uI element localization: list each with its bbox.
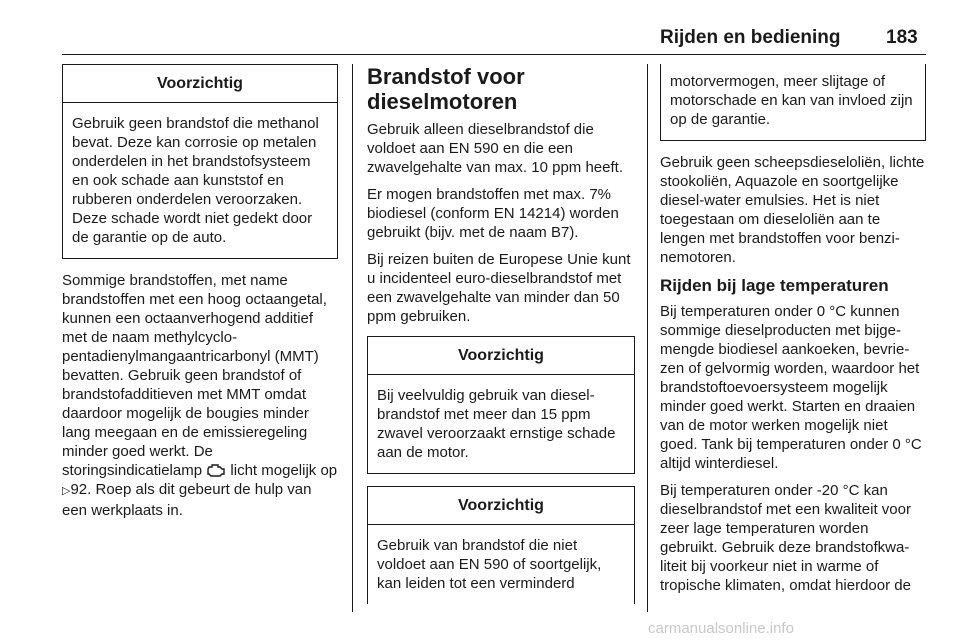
page-reference-icon: ▷ <box>62 485 71 497</box>
column-divider-1 <box>352 64 353 612</box>
diesel-paragraph-2: Er mogen brandstoffen met max. 7% biodiesel (conform EN 14214) worden gebruikt (bijv. met de naam B7). <box>367 186 619 241</box>
column-3 <box>660 64 926 603</box>
low-temp-paragraph-1: Bij temperaturen onder 0 °C kunnen sommige dieselproducten met bijgemengde biodiesel aankoeken, bevriezen of gelvormig worden, waardoor het brandstoftoevoersysteem mogelijk minder goed werkt. Starten en draaien van de motor werken mogelijk niet goed. Tank bij temperaturen onder 0 °C altijd winterdiesel. <box>660 303 922 472</box>
mmt-paragraph <box>62 271 338 520</box>
caution-box-continued <box>660 64 926 141</box>
caution-box-en590 <box>367 486 635 604</box>
page-number: 183 <box>886 27 918 48</box>
diesel-paragraph-3: Bij reizen buiten de Europese Unie kunt u incidenteel euro-dieselbrandstof met een zwavelgehalte van minder dan 50 ppm gebruiken. <box>367 251 631 325</box>
mmt-text-part1: Sommige brandstoffen, met name brandstoffen met een hoog octaangetal, kunnen een octaanverhogend additief met de naam methylcyclopentadienylmangaantricarbonyl (MMT) bevatten. Gebruik geen brandstof of brandstofadditieven met MMT omdat daardoor mogelijk de bougies minder lang meegaan en de emissieregeling minder goed werkt. De storingsindicatielamp <box>62 272 327 479</box>
column-1 <box>62 64 338 528</box>
caution-title: Voorzichtig <box>368 487 634 525</box>
section-title: Brandstof voor dieselmotoren <box>367 64 525 114</box>
low-temp-paragraph-2: Bij temperaturen onder -20 °C kan dieselbrandstof met een kwaliteit voor zeer lage temperaturen worden gebruikt. Gebruik deze brandstofkwaliteit bij voorkeur niet in warme of tropische klimaten, omdat hierdoor de <box>660 482 911 594</box>
caution-box-sulphur <box>367 336 635 474</box>
caution-box-methanol <box>62 64 338 259</box>
caution-text: Gebruik geen brandstof die methanol bevat. Deze kan corrosie op metalen onderdelen in het brandstofsysteem en ook schade aan kunststof en rubberen onderdelen veroorzaken. Deze schade wordt niet gedekt door de garantie op de auto. <box>72 115 319 246</box>
caution-title: Voorzichtig <box>63 65 337 103</box>
caution-title: Voorzichtig <box>368 337 634 375</box>
watermark: carmanualsonline.info <box>648 620 794 637</box>
marine-diesel-paragraph: Gebruik geen scheepsdieseloliën, lichte stookoliën, Aquazole en soortgelijke diesel-water emulsies. Het is niet toegestaan om dieseloliën aan te lengen met brandstoffen voor benzinemotoren. <box>660 154 925 266</box>
caution-text: Bij veelvuldig gebruik van dieselbrandstof met meer dan 15 ppm zwavel veroorzaakt ernstige schade aan de motor. <box>377 387 616 461</box>
header-rule <box>62 54 926 55</box>
column-divider-2 <box>647 64 648 612</box>
running-header: Rijden en bediening <box>660 27 841 48</box>
column-2 <box>367 64 635 604</box>
engine-warning-light-icon <box>206 462 226 479</box>
caution-text-continued: motorvermogen, meer slijtage of motorschade en kan van invloed zijn op de garantie. <box>670 73 913 128</box>
caution-text: Gebruik van brandstof die niet voldoet aan EN 590 of soortgelijk, kan leiden tot een verminderd <box>377 537 602 592</box>
page-reference-link[interactable]: 92 <box>70 481 88 498</box>
mmt-text-part3: . Roep als dit gebeurt de hulp van een werkplaats in. <box>62 481 312 519</box>
mmt-text-part2: licht mogelijk op <box>230 462 338 479</box>
subheading-low-temperatures: Rijden bij lage temperaturen <box>660 276 889 295</box>
diesel-paragraph-1: Gebruik alleen dieselbrandstof die voldoet aan EN 590 en die een zwavelgehalte van max. 10 ppm heeft. <box>367 121 623 176</box>
